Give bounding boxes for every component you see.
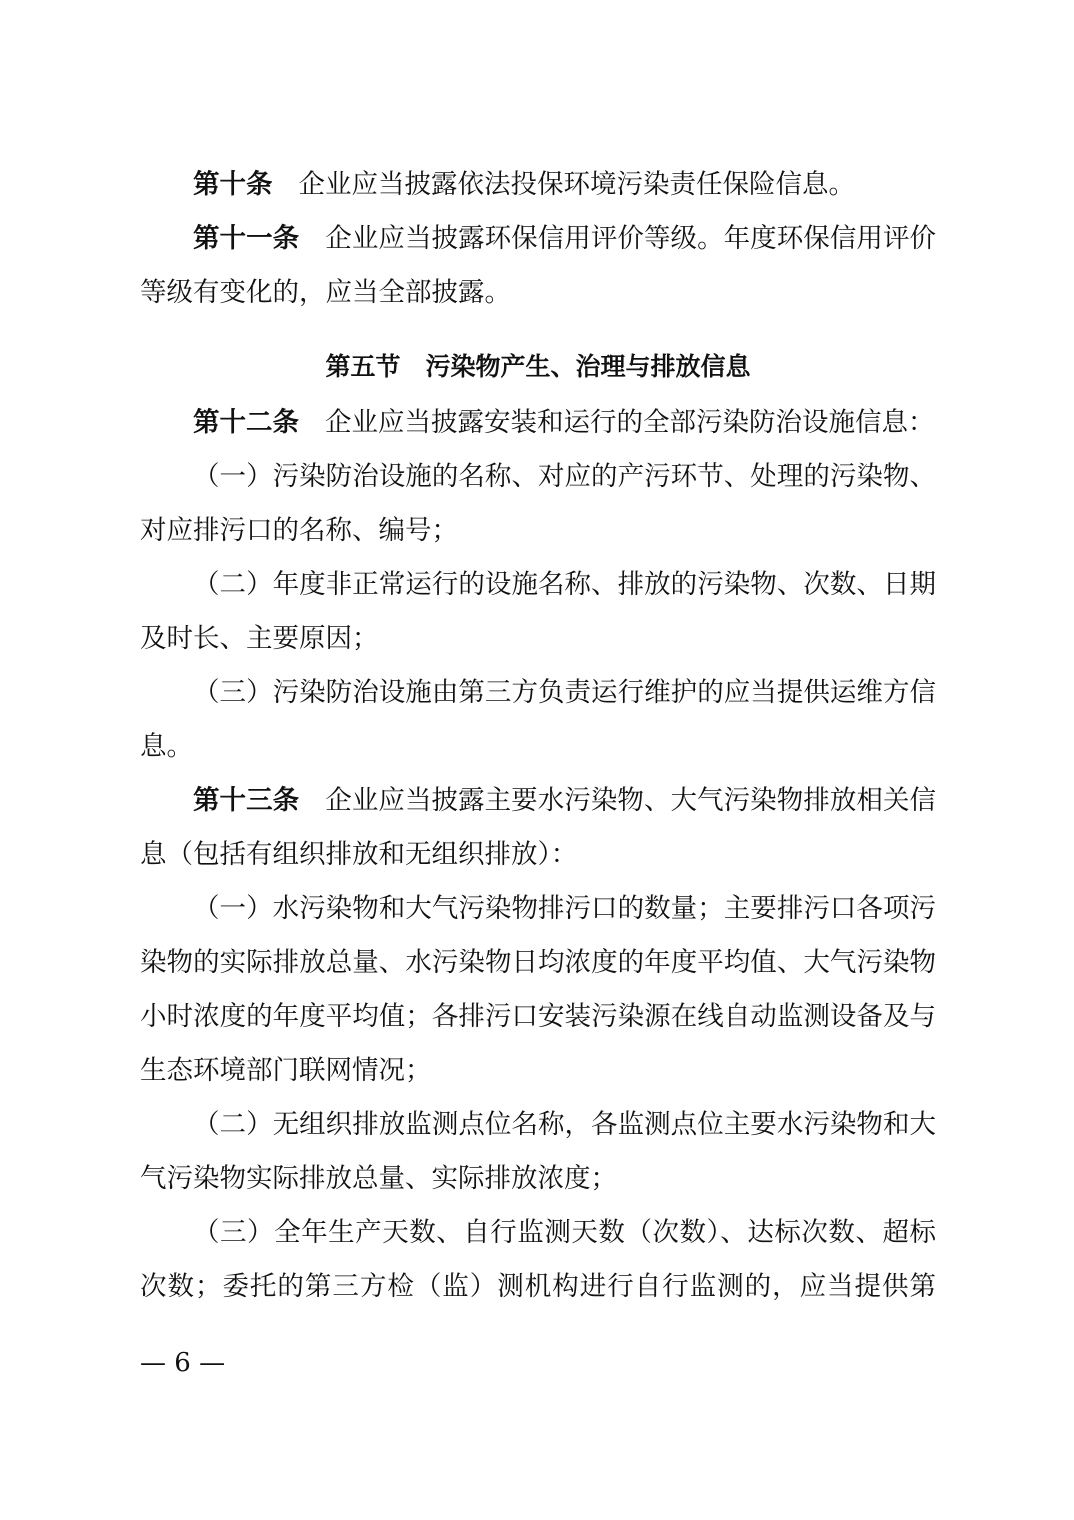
- article-label: 第十二条: [193, 407, 299, 438]
- article-text: 企业应当披露主要水污染物、大气污染物排放相关信息（包括有组织排放和无组织排放）：: [140, 785, 937, 870]
- list-item: （二）无组织排放监测点位名称，各监测点位主要水污染物和大气污染物实际排放总量、实际排放浓度；: [140, 1109, 936, 1194]
- article-12: [140, 396, 936, 450]
- page-number: — 6 —: [140, 1348, 226, 1378]
- list-item: （一）水污染物和大气污染物排污口的数量；主要排污口各项污染物的实际排放总量、水污染物日均浓度的年度平均值、大气污染物小时浓度的年度平均值；各排污口安装污染源在线自动监测设备及与生态环境部门联网情况；: [140, 893, 936, 1086]
- document-body: [140, 158, 936, 1314]
- article-text: 企业应当披露依法投保环境污染责任保险信息。: [298, 169, 855, 200]
- list-item: （三）污染防治设施由第三方负责运行维护的应当提供运维方信息。: [140, 677, 936, 762]
- list-item: （三）全年生产天数、自行监测天数（次数）、达标次数、超标次数；委托的第三方检（监）测机构进行自行监测的，应当提供第: [140, 1217, 936, 1302]
- list-item: （一）污染防治设施的名称、对应的产污环节、处理的污染物、对应排污口的名称、编号；: [140, 461, 936, 546]
- article-label: 第十三条: [193, 785, 300, 816]
- list-item: （二）年度非正常运行的设施名称、排放的污染物、次数、日期及时长、主要原因；: [140, 569, 936, 654]
- article-text: 企业应当披露环保信用评价等级。年度环保信用评价等级有变化的，应当全部披露。: [140, 223, 937, 308]
- article-text: 企业应当披露安装和运行的全部污染防治设施信息：: [325, 407, 935, 438]
- section-heading: 第五节 污染物产生、治理与排放信息: [325, 352, 751, 381]
- article-label: 第十条: [193, 169, 273, 200]
- article-13: [140, 774, 936, 882]
- article-label: 第十一条: [193, 223, 300, 254]
- article-11: [140, 212, 936, 320]
- article-10: [140, 158, 936, 212]
